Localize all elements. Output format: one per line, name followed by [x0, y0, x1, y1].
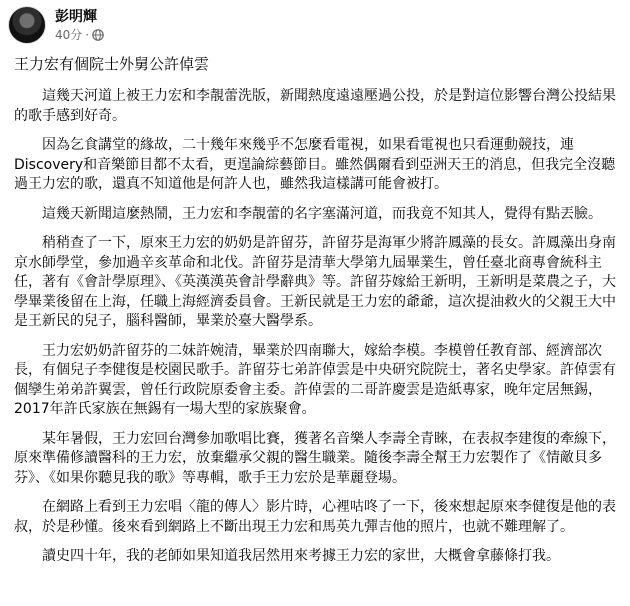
post-subline: [55, 27, 104, 43]
post-header: [8, 5, 104, 45]
paragraph: 讀史四十年，我的老師如果知道我居然用來考據王力宏的家世，大概會拿藤條打我。: [42, 548, 560, 564]
paragraph: 某年暑假，王力宏回台灣參加歌唱比賽，獲著名音樂人李壽全青睞，在表叔李建復的牽線下，原來準備修讀醫科的王力宏，放棄繼承父親的醫生職業。隨後李壽全幫王力宏製作了《情敵貝多芬》、《如果你聽見我的歌》等專輯，歌手王力宏於是華麗登場。: [14, 430, 616, 486]
paragraph: 在網路上看到王力宏唱〈龍的傳人〉影片時，心裡咕咚了一下，後來想起原來李健復是他的表叔，於是秒懂。後來看到網路上不斷出現王力宏和馬英九彈吉他的照片，也就不難理解了。: [14, 499, 616, 535]
author-avatar[interactable]: [8, 6, 46, 44]
post-title: 王力宏有個院士外舅公許倬雲: [14, 55, 210, 73]
paragraph: 因為乞食講堂的緣故，二十幾年來幾乎不怎麼看電視，如果看電視也只看運動競技，連Discovery和音樂節目都不太看，更遑論綜藝節目。雖然偶爾看到亞洲天王的消息，但我完全沒聽過王力宏的歌，還真不知道他是何許人也，雖然我這樣講可能會被打。: [14, 137, 616, 192]
post-meta: [55, 8, 104, 43]
paragraph: 這幾天河道上被王力宏和李靚蕾洗版，新聞熱度遠遠壓過公投，於是對這位影響台灣公投結果的歌手感到好奇。: [14, 88, 616, 124]
post-body: [14, 54, 620, 577]
paragraph: 王力宏奶奶許留芬的二妹許婉清，畢業於四南聯大，嫁給李模。李模曾任教育部、經濟部次長，有個兒子李健復是校園民歌手。許留芬七弟許倬雲是中央研究院院士，著名史學家。許倬雲有個孿生弟弟許翼雲，曾任行政院原委會主委。許倬雲的二哥許慶雲是造紙專家，晚年定居無錫，2017年許氏家族在無錫有一場大型的家族聚會。: [14, 342, 616, 417]
paragraph: 這幾天新聞這麼熱鬧，王力宏和李靚蕾的名字塞滿河道，而我竟不知其人，覺得有點丟臉。: [42, 205, 602, 222]
paragraph: 稍稍查了一下，原來王力宏的奶奶是許留芬，許留芬是海軍少將許鳳藻的長女。許鳳藻出身南京水師學堂，參加過辛亥革命和北伐。許留芬是清華大學第九屆畢業生，曾任臺北商專會統科主任，著有《會計學原理》、《英漢漢英會計學辭典》等。許留芬嫁給王新明，王新明是菜農之子，大學畢業後留在上海，任職上海經濟委員會。王新民就是王力宏的爺爺，這次提油救火的父親王大中是王新民的兒子，腦科醫師，畢業於臺大醫學系。: [14, 235, 616, 329]
author-name[interactable]: 彭明輝: [55, 8, 97, 25]
globe-icon: [92, 29, 104, 41]
post-timestamp[interactable]: 40分: [55, 27, 83, 42]
separator-dot: ·: [85, 27, 90, 42]
